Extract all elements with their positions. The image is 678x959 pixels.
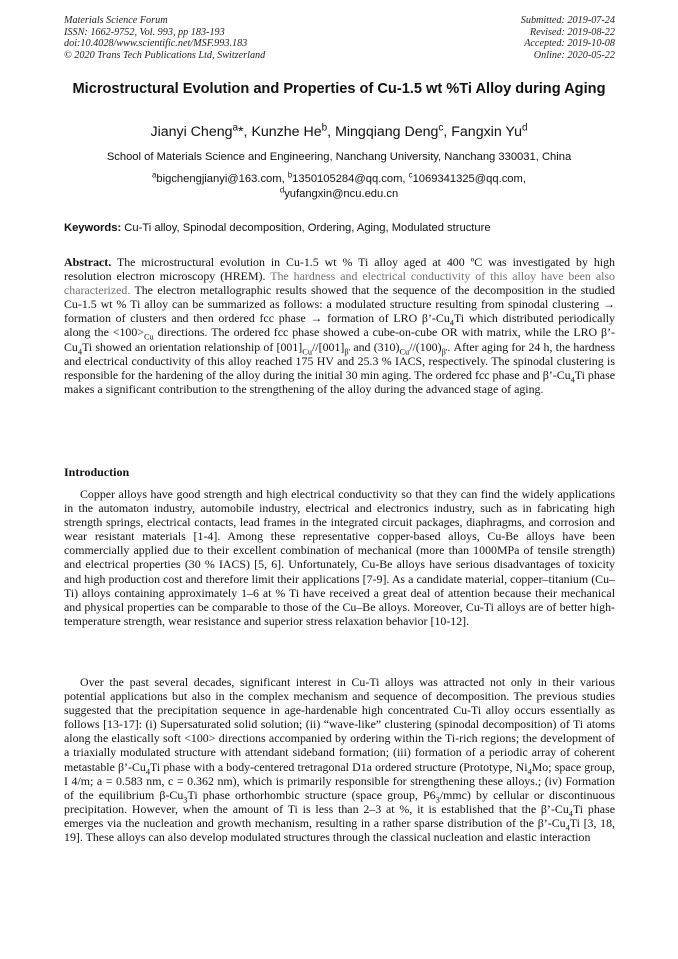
intro-paragraph-2 [64, 675, 615, 844]
author-name: Kunzhe He [251, 124, 322, 140]
abstract-text: The electron metallographic results showed that the sequence of the decomposition in the studied Cu-1.5 wt % Ti alloy can be summarized as follows: a modulated structure resulting from spinodal clustering → formation of clusters and then ordered fcc phase → formation of LRO β’-Cu [64, 283, 615, 326]
subscript: Cu [144, 332, 154, 342]
subscript: 4 [145, 766, 151, 776]
journal-info [64, 15, 265, 61]
accepted-date: Accepted: 2019-10-08 [524, 38, 615, 50]
abstract-text: directions. The ordered fcc phase showed a cube-on-cube OR with matrix, while the LRO β’-Cu [64, 325, 615, 354]
subscript: β' [441, 346, 448, 356]
subscript: Cu [302, 346, 312, 356]
intro-text: Mo; space group, I 4/m; a = 0.583 nm, c = 0.362 nm), which is primarily responsible for strengthening these alloys.; (iv) Formation of the equilibrium β-Cu [64, 759, 615, 802]
intro-text: Ti [3, 18, 19]. These alloys can also develop modulated structures through the classical nucleation and elastic interaction [64, 815, 615, 845]
author-name: Fangxin Yu [451, 124, 522, 140]
author-mark: d [521, 122, 528, 134]
submitted-date: Submitted: 2019-07-24 [520, 15, 615, 26]
abstract-text: . After aging for 24 h, the hardness and electrical conductivity of this alloy reached 175 HV and 25.3 % IACS, respectively. The spinodal clustering is responsible for the hardening of the alloy during the initial 30 min aging. The ordered fcc phase and β’-Cu [64, 339, 615, 382]
author-emails [80, 172, 598, 202]
abstract-text: Ti which distributed periodically along the <100> [64, 311, 615, 340]
subscript: 4 [527, 766, 532, 776]
subscript: 4 [565, 823, 570, 833]
email-mark-d: d [279, 185, 285, 195]
abstract-text: and (310) [350, 339, 400, 354]
author-mark: c [438, 122, 444, 134]
subscript: Cu [399, 346, 410, 356]
affiliation: School of Materials Science and Engineering, Nanchang University, Nanchang 330031, China [106, 151, 572, 163]
issn-line: ISSN: 1662-9752, Vol. 993, pp 183-193 [64, 26, 225, 38]
abstract-text: //[001] [312, 339, 345, 354]
abstract-text: Ti phase makes a significant contribution to the strengthening of the alloy during the advanced stage of aging. [64, 367, 615, 396]
subscript: 4 [570, 375, 575, 385]
subscript: β' [344, 346, 351, 356]
section-heading-introduction: Introduction [64, 465, 130, 479]
abstract-paragraph [64, 255, 615, 396]
author-separator: , [327, 124, 336, 140]
online-date: Online: 2020-05-22 [533, 49, 615, 61]
author-name: Mingqiang Deng [335, 124, 439, 140]
abstract-text: //(100) [409, 339, 442, 354]
subscript: 3 [183, 795, 188, 805]
author-mark: a [232, 122, 239, 134]
intro-text: Ti phase orthorhombic structure (space group, P6 [187, 787, 436, 802]
doi-line: doi:10.4028/www.scientific.net/MSF.993.183 [64, 38, 248, 50]
keywords-line [64, 221, 614, 235]
keywords-text: Cu-Ti alloy, Spinodal decomposition, Ordering, Aging, Modulated structure [121, 222, 491, 234]
author-separator: *, [238, 124, 252, 140]
abstract-text: The microstructural evolution in Cu-1.5 wt % Ti alloy aged at 400 ºC was investigated by high resolution electron microscopy (HREM). [64, 255, 615, 284]
email-mark-a: a [152, 170, 157, 180]
email-mark-c: c [408, 170, 413, 180]
author-mark: b [321, 122, 328, 134]
email-c[interactable]: 1069341325@qq.com, [412, 173, 526, 185]
keywords-label: Keywords: [64, 222, 122, 234]
abstract-label: Abstract. [64, 255, 112, 269]
subscript: 3 [435, 795, 440, 805]
journal-name: Materials Science Forum [64, 15, 168, 26]
copyright-line: © 2020 Trans Tech Publications Ltd, Switzerland [64, 49, 266, 61]
email-a[interactable]: bigchengjianyi@163.com, [156, 173, 288, 185]
intro-text: Ti phase with a body-centered tretragonal D1a ordered structure (Prototype, Ni [150, 759, 528, 774]
subscript: 4 [568, 809, 573, 819]
paper-title: Microstructural Evolution and Properties of Cu-1.5 wt %Ti Alloy during Aging [72, 81, 606, 97]
abstract-text: Ti showed an orientation relationship of [001] [82, 339, 303, 354]
email-mark-b: b [287, 170, 293, 180]
subscript: 4 [77, 346, 83, 356]
intro-paragraph-1: Copper alloys have good strength and high electrical conductivity so that they can find the widely applications in the automaton industry, automobile industry, electrical and electronics industry, such as in fabricating high strength springs, electrical contacts, lead frames in the integrated circuit packages, diaphragms, and corrosion and wear resistant materials [1-4]. Among these representative copper-based alloys, Cu-Be alloys have been commercially applied due to their excellent combination of mechanical (more than 1000MPa of tensile strength) and electrical properties (30 % IACS) [5, 6]. Unfortunately, Cu-Be alloys have serious disadvantages of toxicity and high production cost and therefore limit their applications [7-9]. As a candidate material, copper–titanium (Cu–Ti) alloys containing approximately 1–6 at % Ti have received a great deal of attention because their mechanical and physical properties can be comparable to those of the Cu–Be alloys. Moreover, Cu-Ti alloys are of better high-temperature strength, wear resistance and superior stress relaxation behavior [10-12]. [64, 487, 615, 628]
author-list [40, 123, 638, 141]
intro-text: Over the past several decades, significant interest in Cu-Ti alloys was attracted not only in their various potential applications but also in the complex mechanism and sequence of decomposition. The previous studies suggested that the precipitation sequence in age-hardenable high concentrated Cu-Ti alloy occurs essentially as follows [13-17]: (i) Supersaturated solid solution; (ii) “wave-like” clustering (spinodal decomposition) of Ti atoms along the elastically soft <100> directions accompanied by ordering within the Ti-rich regions; the development of a triaxially modulated structure with attendant sideband formation; (iii) formation of a periodic array of coherent metastable β’-Cu [64, 675, 615, 774]
email-b[interactable]: 1350105284@qq.com, [292, 173, 409, 185]
author-separator: , [443, 124, 452, 140]
dates-info [521, 15, 615, 61]
intro-text: /mmc) by cellular or discontinuous precipitation. However, when the amount of Ti is less than 2–3 at %, it is established that the β’-Cu [64, 787, 616, 816]
intro-text: Ti phase emerges via the nucleation and growth mechanism, resulting in a rather sparse distribution of the β’-Cu [64, 801, 615, 830]
revised-date: Revised: 2019-08-22 [529, 26, 615, 38]
abstract-faded-text: The hardness and electrical conductivity of this alloy have been also characterized. [64, 269, 615, 298]
subscript: 4 [449, 318, 454, 328]
author-name: Jianyi Cheng [150, 124, 233, 140]
email-d[interactable]: yufangxin@ncu.edu.cn [284, 188, 399, 200]
